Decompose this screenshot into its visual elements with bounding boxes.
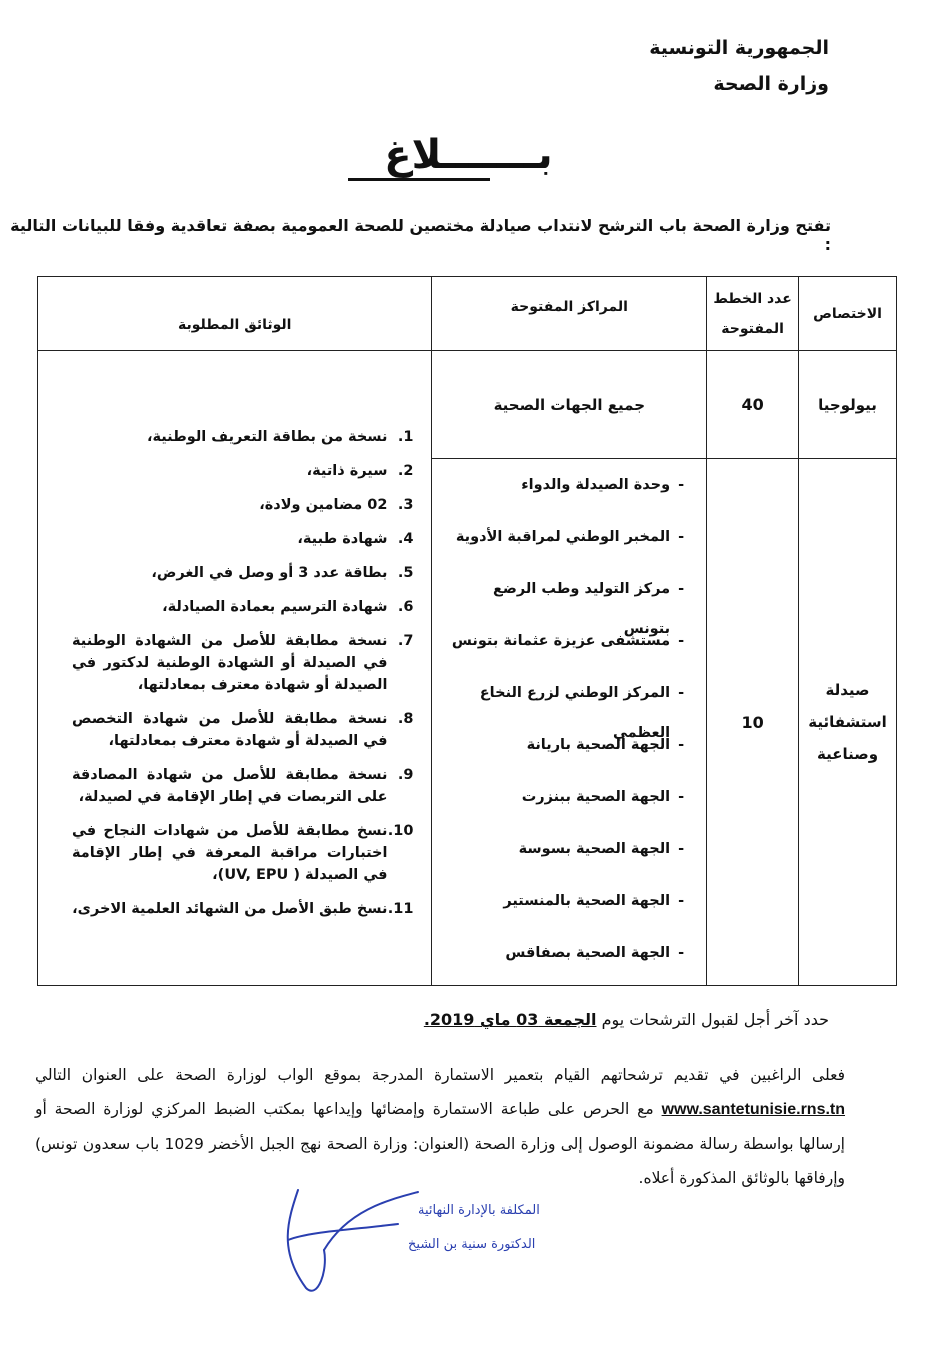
signature-stroke — [324, 1192, 418, 1250]
row1-specialty: بيولوجيا — [799, 351, 897, 459]
deadline-date: الجمعة 03 ماي 2019. — [423, 1010, 597, 1029]
instructions-part1: فعلى الراغبين في تقديم ترشحاتهم القيام بتعمير الاستمارة المدرجة بموقع الواب لوزارة الصحة على العنوان التالي — [35, 1066, 845, 1084]
centers-list — [432, 459, 706, 985]
list-item: 7. نسخة مطابقة للأصل من الشهادة الوطنية في الصيدلة أو الشهادة الوطنية لدكتور في الصيدلة أو شهادة معترف بمعادلتها، — [72, 633, 414, 693]
signature-stamp — [228, 1180, 540, 1300]
stamp-line-1: المكلفة بالإدارة النهائية — [418, 1203, 540, 1218]
letterhead-ministry: وزارة الصحة — [713, 73, 829, 95]
title-underline — [348, 178, 490, 181]
list-item: - مركز التوليد وطب الرضع بتونس — [492, 581, 685, 637]
letterhead-country: الجمهورية التونسية — [649, 37, 829, 59]
instructions-paragraph — [35, 1058, 845, 1195]
website-link[interactable]: www.santetunisie.rns.tn — [661, 1101, 846, 1118]
list-item: 10. نسخ مطابقة للأصل من شهادات النجاح في اختبارات مراقبة المعرفة في إطار الإقامة في الصيدلة ( UV, EPU)، — [72, 823, 414, 883]
intro-paragraph: تفتح وزارة الصحة باب الترشح لانتداب صيادلة مختصين للصحة العمومية بصفة تعاقدية وفقا للبيانات التالية : — [10, 216, 831, 254]
row2-specialty: صيدلة استشفائية وصناعية — [799, 459, 897, 986]
list-item: 8. نسخة مطابقة للأصل من شهادة التخصص في الصيدلة أو شهادة معترف بمعادلتها، — [72, 711, 414, 749]
list-item: 11. نسخ طبق الأصل من الشهائد العلمية الاخرى، — [72, 901, 414, 917]
list-item: - مستشفى عزيزة عثمانة بتونس — [451, 633, 685, 649]
deadline-line — [424, 1010, 829, 1029]
table-header-row — [38, 277, 897, 351]
list-item: - الجهة الصحية ببنزرت — [521, 789, 685, 805]
header-count: عدد الخطط المفتوحة — [707, 277, 799, 351]
documents-cell — [38, 351, 432, 986]
row2-centers — [432, 459, 707, 986]
header-documents: الوثائق المطلوبة — [38, 277, 432, 351]
list-item: 3. 02 مضامين ولادة، — [259, 497, 414, 513]
signature-stroke — [288, 1190, 325, 1291]
list-item: 9. نسخة مطابقة للأصل من شهادة المصادقة على التربصات في إطار الإقامة في لصيدلة، — [72, 767, 414, 805]
list-item: 2. سيرة ذاتية، — [306, 463, 414, 479]
stamp-line-2: الدكتورة سنية بن الشيخ — [408, 1237, 536, 1252]
list-item: - الجهة الصحية بصفاقس — [505, 945, 685, 961]
list-item: - الجهة الصحية بسوسة — [518, 841, 685, 857]
list-item: - الجهة الصحية باريانة — [526, 737, 685, 753]
list-item: 6. شهادة الترسيم بعمادة الصيادلة، — [162, 599, 414, 615]
documents-list — [72, 426, 415, 920]
list-item: - المخبر الوطني لمراقبة الأدوية — [455, 529, 685, 545]
header-centers: المراكز المفتوحة — [432, 277, 707, 351]
row2-count: 10 — [707, 459, 799, 986]
page-title: بـــــــلاغ — [384, 132, 553, 178]
row1-count: 40 — [707, 351, 799, 459]
row1-centers: جميع الجهات الصحية — [432, 351, 707, 459]
positions-table — [37, 276, 897, 986]
list-item: - وحدة الصيدلة والدواء — [521, 477, 685, 493]
header-specialty: الاختصاص — [799, 277, 897, 351]
table-row — [38, 351, 897, 459]
list-item: - الجهة الصحية بالمنستير — [503, 893, 685, 909]
list-item: 4. شهادة طبية، — [297, 531, 414, 547]
deadline-prefix: حدد آخر أجل لقبول الترشحات يوم — [601, 1010, 829, 1029]
instructions-part2: مع الحرص على طباعة الاستمارة وإمضائها وإيداعها بمكتب الضبط المركزي لوزارة الصحة أو إرسالها بواسطة رسالة مضمونة الوصول إلى وزارة الصحة (العنوان: وزارة الصحة نهج الجبل الأخضر 1029 باب سعدون تونس) وإرفاقها بالوثائق المذكورة أعلاه. — [35, 1100, 845, 1187]
letterhead — [649, 30, 829, 102]
list-item: 1. نسخة من بطاقة التعريف الوطنية، — [146, 429, 414, 445]
list-item: 5. بطاقة عدد 3 أو وصل في الغرض، — [151, 565, 414, 581]
list-item: - المركز الوطني لزرع النخاع العظمي — [479, 685, 685, 741]
